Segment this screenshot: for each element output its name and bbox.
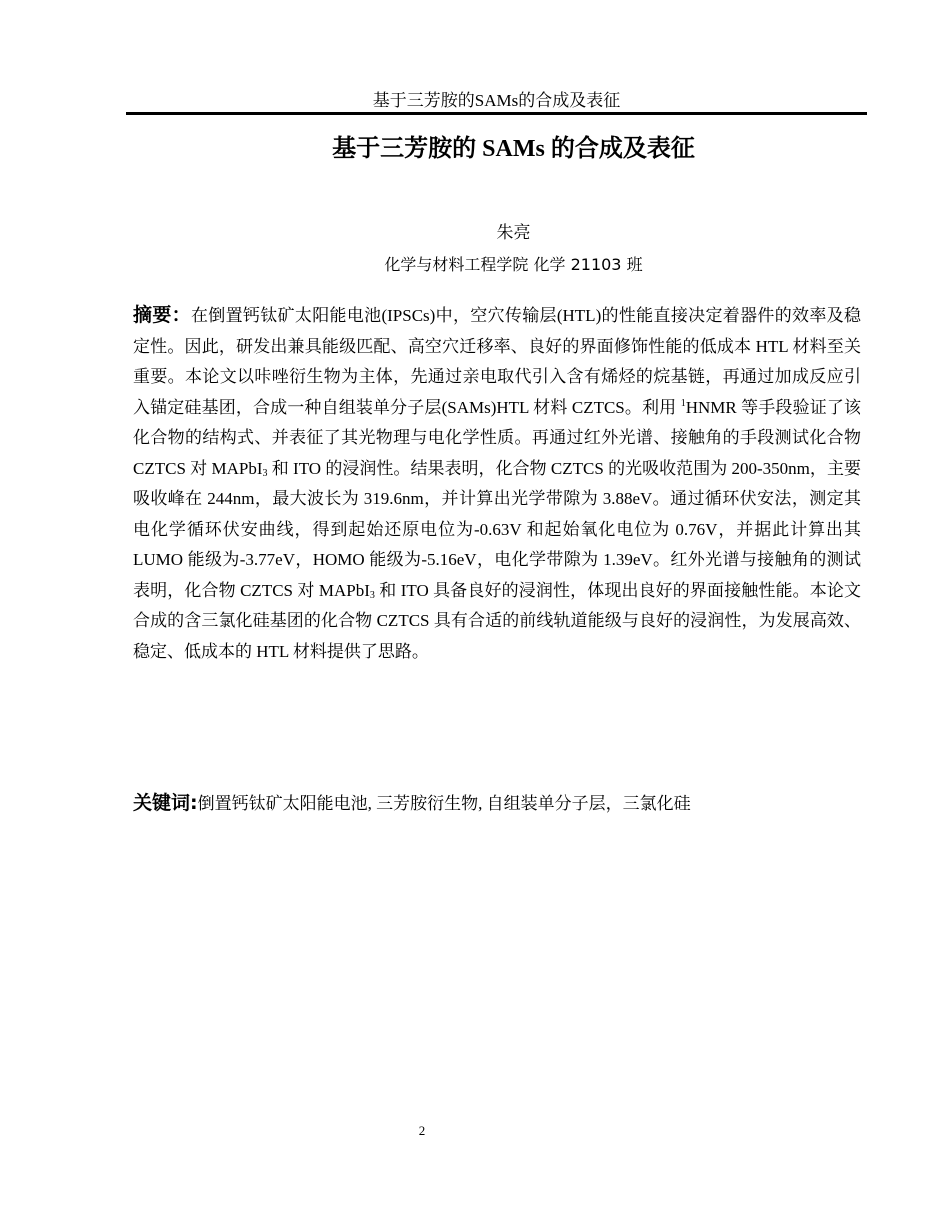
- keywords-text: 倒置钙钛矿太阳能电池, 三芳胺衍生物, 自组装单分子层，三氯化硅: [197, 794, 691, 813]
- keywords-paragraph: [133, 788, 861, 819]
- keywords-label: 关键词:: [133, 792, 198, 814]
- abstract-text-part-4: 和 ITO 具备良好的浸润性，体现出良好的界面接触性能。本论文合成的含三氯化硅基团的化合物 CZTCS 具有合适的前线轨道能级与良好的浸润性，为发展高效、稳定、低成本的 HTL 材料提供了思路。: [133, 580, 862, 661]
- abstract-label: 摘要：: [133, 304, 191, 326]
- author-name: 朱亮: [496, 223, 531, 243]
- running-header: 基于三芳胺的SAMs的合成及表征: [372, 91, 621, 110]
- subscript-3-first: 3: [262, 467, 268, 479]
- abstract-text-part-2: HNMR 等手段验证了该化合物的结构式、并表征了其光物理与电化学性质。再通过红外光谱、接触角的手段测试化合物 CZTCS 对 MAPbI: [133, 397, 861, 478]
- superscript-1: 1: [680, 397, 686, 409]
- header-rule: [126, 112, 867, 115]
- author-affiliation: 化学与材料工程学院 化学 21103 班: [384, 255, 643, 274]
- abstract-text-part-3: 和 ITO 的浸润性。结果表明，化合物 CZTCS 的光吸收范围为 200-350nm，主要吸收峰在 244nm，最大波长为 319.6nm，并计算出光学带隙为 3.88eV。通过循环伏安法，测定其电化学循环伏安曲线，得到起始还原电位为-0.63V 和起始氧化电位为 0.76V，并据此计算出其 LUMO 能级为-3.77eV，HOMO 能级为-5.16eV，电化学带隙为 1.39eV。红外光谱与接触角的测试表明，化合物 CZTCS 对 MAPbI: [133, 458, 861, 600]
- abstract-text-part-1: 在倒置钙钛矿太阳能电池(IPSCs)中，空穴传输层(HTL)的性能直接决定着器件的效率及稳定性。因此，研发出兼具能级匹配、高空穴迁移率、良好的界面修饰性能的低成本 HTL 材料至关重要。本论文以咔唑衍生物为主体，先通过亲电取代引入含有烯烃的烷基链，再通过加成反应引入锚定硅基团，合成一种自组装单分子层(SAMs)HTL 材料 CZTCS。利用: [133, 306, 861, 417]
- page-number: 2: [418, 1123, 426, 1138]
- subscript-3-second: 3: [369, 589, 375, 601]
- abstract-paragraph: [133, 300, 861, 667]
- paper-title: 基于三芳胺的 SAMs 的合成及表征: [332, 136, 695, 162]
